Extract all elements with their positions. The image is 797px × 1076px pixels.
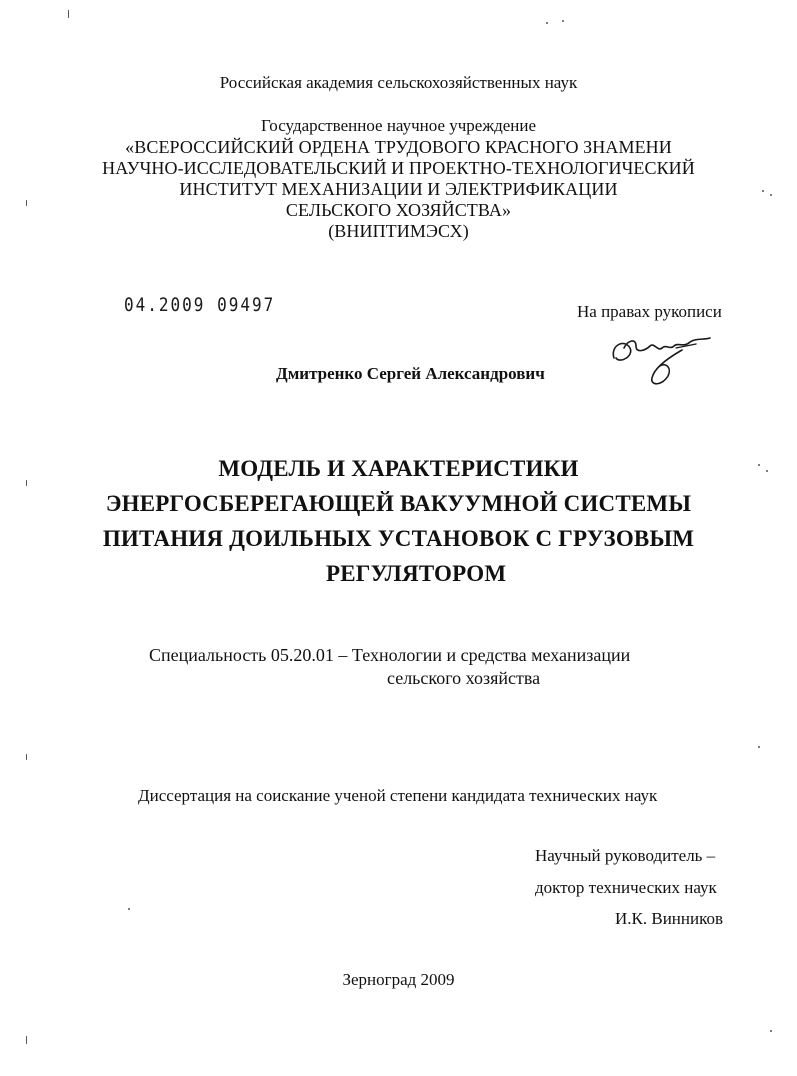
scan-speck <box>766 470 768 472</box>
academy-name: Российская академия сельскохозяйственных наук <box>219 73 578 92</box>
author-name: Дмитренко Сергей Александрович <box>276 364 545 383</box>
scan-speck <box>758 746 760 748</box>
rights-note: На правах рукописи <box>577 302 722 321</box>
institution-line-1: «ВСЕРОССИЙСКИЙ ОРДЕНА ТРУДОВОГО КРАСНОГО ЗНАМЕНИ <box>125 137 672 157</box>
scan-speck <box>26 480 27 486</box>
title-line-4: РЕГУЛЯТОРОМ <box>326 561 507 586</box>
supervisor-degree: доктор технических наук <box>535 878 717 897</box>
scan-speck <box>546 22 548 24</box>
scan-speck <box>128 908 130 910</box>
scan-speck <box>770 194 772 196</box>
supervisor-role: Научный руководитель – <box>535 846 716 865</box>
author-signature-icon <box>606 328 718 388</box>
institution-line-4: СЕЛЬСКОГО ХОЗЯЙСТВА» <box>285 200 512 220</box>
specialty-line-2: сельского хозяйства <box>387 668 541 688</box>
scan-speck <box>26 1036 27 1044</box>
scan-speck <box>758 464 760 466</box>
scan-speck <box>762 190 764 192</box>
scan-speck <box>26 754 27 760</box>
institution-type: Государственное научное учреждение <box>260 116 537 135</box>
title-line-3: ПИТАНИЯ ДОИЛЬНЫХ УСТАНОВОК С ГРУЗОВЫМ <box>102 526 695 551</box>
specialty-line-1: Специальность 05.20.01 – Технологии и средства механизации <box>149 645 631 665</box>
scan-speck <box>562 20 564 22</box>
scan-speck <box>26 200 27 206</box>
place-and-year: Зерноград 2009 <box>342 970 455 989</box>
library-stamp-number: 04.2009 09497 <box>124 293 276 316</box>
title-line-2: ЭНЕРГОСБЕРЕГАЮЩЕЙ ВАКУУМНОЙ СИСТЕМЫ <box>105 491 692 516</box>
dissertation-note: Диссертация на соискание ученой степени кандидата технических наук <box>138 786 658 805</box>
institution-line-2: НАУЧНО-ИССЛЕДОВАТЕЛЬСКИЙ И ПРОЕКТНО-ТЕХНОЛОГИЧЕСКИЙ <box>102 158 695 178</box>
scan-speck <box>68 10 69 18</box>
scan-speck <box>770 1030 772 1032</box>
institution-line-3: ИНСТИТУТ МЕХАНИЗАЦИИ И ЭЛЕКТРИФИКАЦИИ <box>179 179 618 199</box>
institution-abbrev: (ВНИПТИМЭСХ) <box>328 221 469 241</box>
title-line-1: МОДЕЛЬ И ХАРАКТЕРИСТИКИ <box>218 456 579 481</box>
supervisor-name: И.К. Винников <box>615 909 724 928</box>
